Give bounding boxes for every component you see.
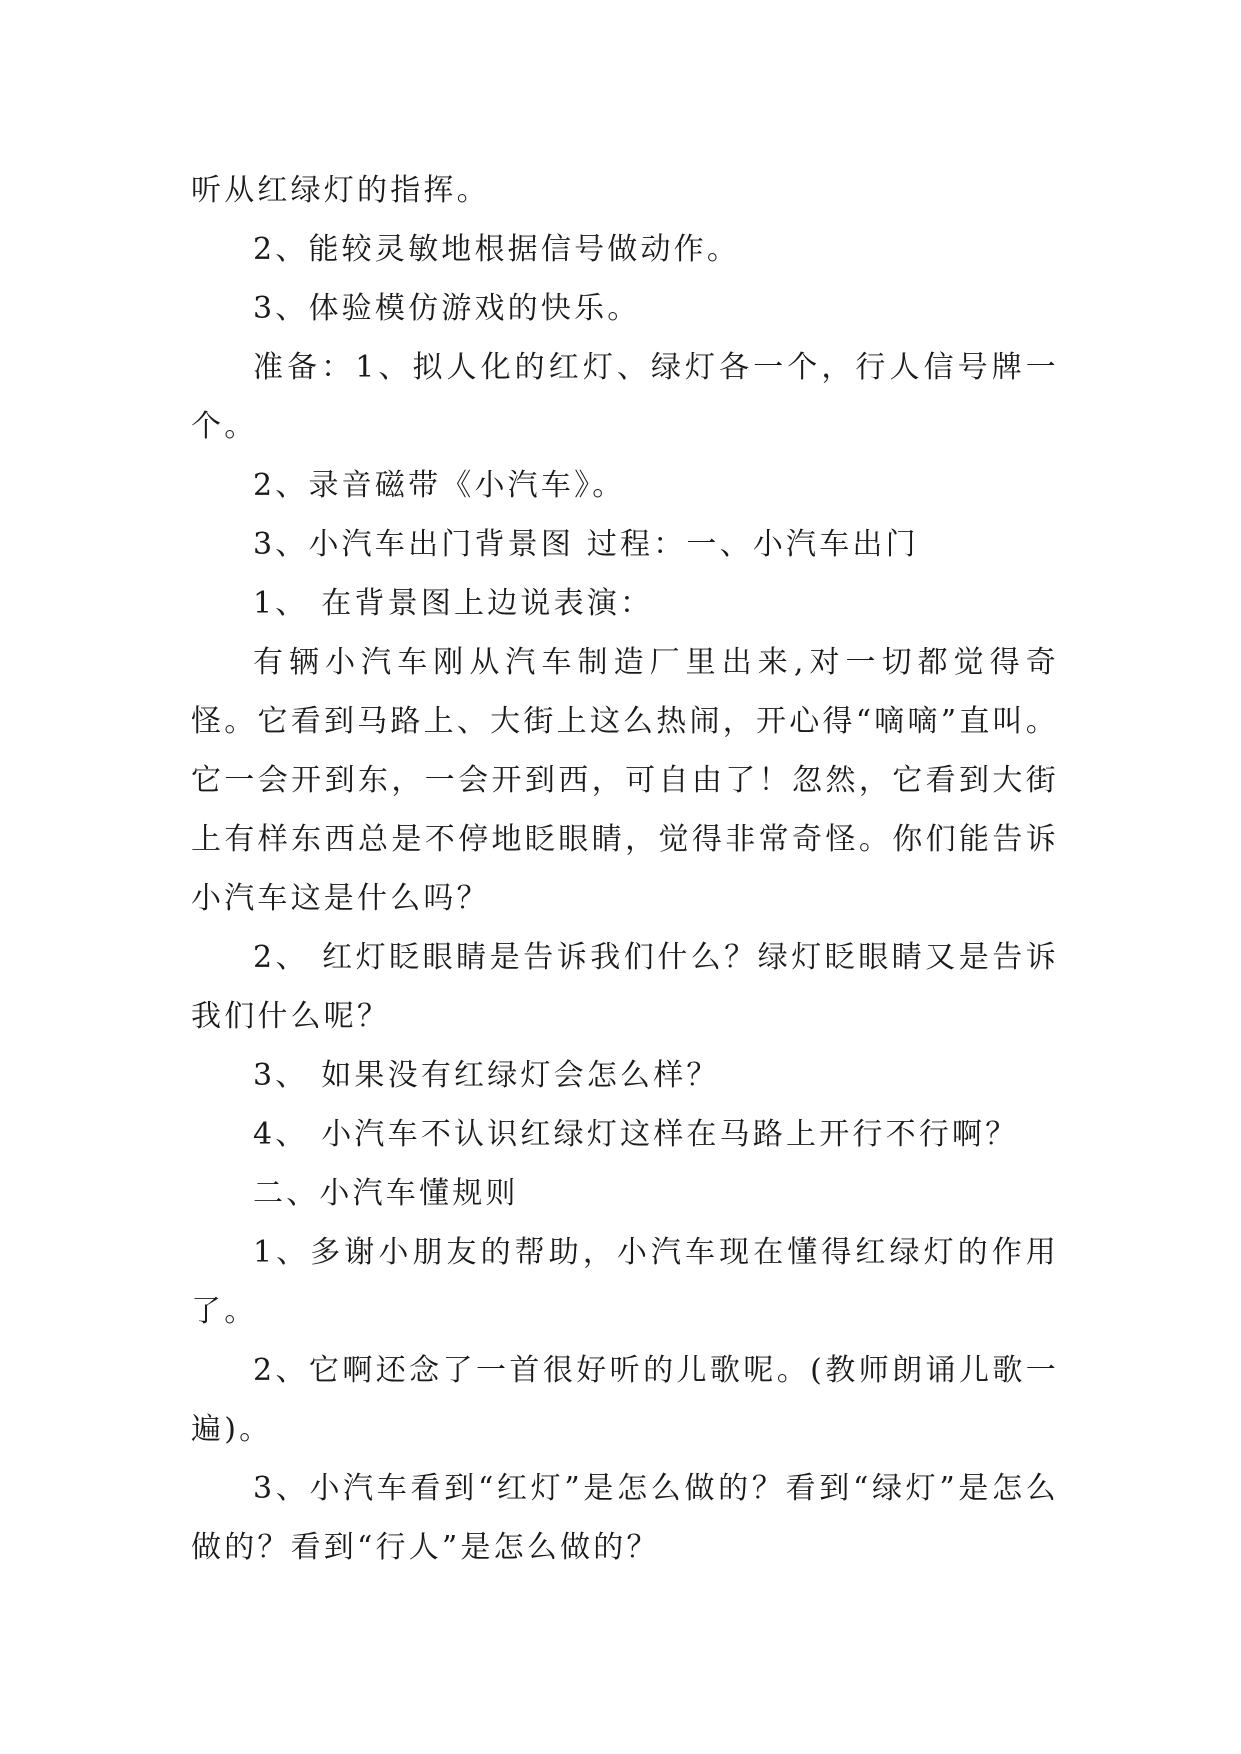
paragraph: 3、小汽车出门背景图 过程：一、小汽车出门 [253, 527, 919, 562]
paragraph: 3、体验模仿游戏的快乐。 [253, 291, 641, 326]
paragraph: 二、小汽车懂规则 [253, 1176, 519, 1211]
document-body [191, 161, 1059, 1577]
paragraph: 1、 在背景图上边说表演： [253, 586, 654, 621]
paragraph: 3、小汽车看到“红灯”是怎么做的？看到“绿灯”是怎么做的？看到“行人”是怎么做的？ [191, 1471, 1059, 1565]
paragraph: 2、能较灵敏地根据信号做动作。 [253, 232, 741, 267]
paragraph: 2、 红灯眨眼睛是告诉我们什么？绿灯眨眼睛又是告诉我们什么呢？ [191, 940, 1059, 1034]
paragraph: 2、它啊还念了一首很好听的儿歌呢。(教师朗诵儿歌一遍)。 [191, 1353, 1059, 1447]
paragraph: 准备：1、拟人化的红灯、绿灯各一个，行人信号牌一个。 [191, 350, 1059, 444]
paragraph: 有辆小汽车刚从汽车制造厂里出来,对一切都觉得奇怪。它看到马路上、大街上这么热闹，开心得“嘀嘀”直叫。它一会开到东，一会开到西，可自由了！忽然，它看到大街上有样东西总是不停地眨眼睛，觉得非常奇怪。你们能告诉小汽车这是什么吗？ [191, 645, 1059, 916]
paragraph: 听从红绿灯的指挥。 [191, 173, 490, 208]
paragraph: 2、录音磁带《小汽车》。 [253, 468, 626, 503]
paragraph: 1、多谢小朋友的帮助，小汽车现在懂得红绿灯的作用了。 [191, 1235, 1059, 1329]
paragraph: 4、 小汽车不认识红绿灯这样在马路上开行不行啊？ [253, 1117, 1019, 1152]
paragraph: 3、 如果没有红绿灯会怎么样？ [253, 1058, 720, 1093]
